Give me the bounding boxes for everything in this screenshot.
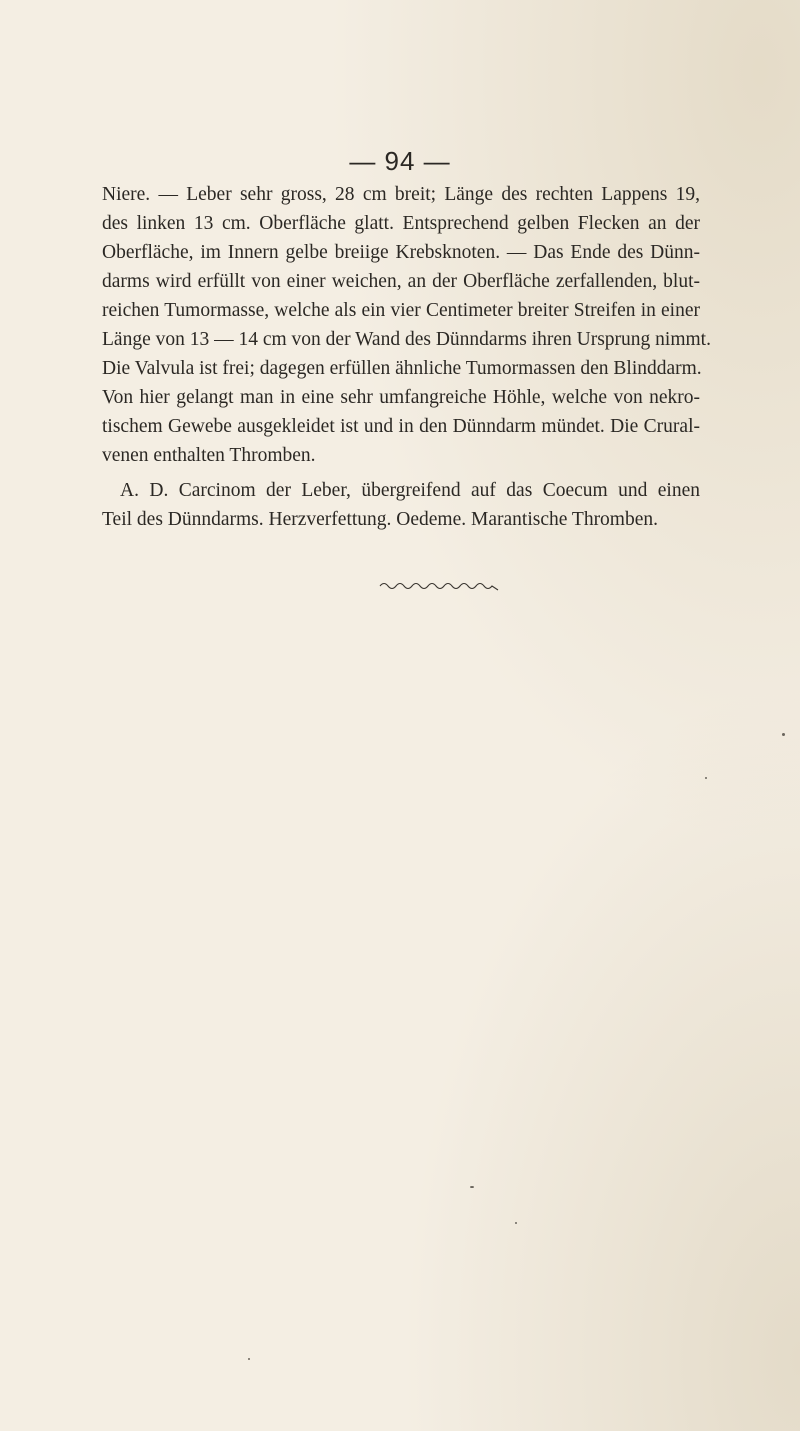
text-line: Von hier gelangt man in eine sehr umfangreiche Höhle, welche von nekro- [102,387,700,408]
text-line: Länge von 13 — 14 cm von der Wand des Dünndarms ihren Ursprung nimmt. [102,329,711,350]
paper-speck [782,733,785,736]
text-line: Niere. — Leber sehr gross, 28 cm breit; Länge des rechten Lappens 19, [102,184,700,205]
body-text [102,180,711,534]
wavy-rule-ornament [378,579,500,593]
paper-speck [705,777,707,779]
text-line: Oberfläche, im Innern gelbe breiige Krebsknoten. — Das Ende des Dünn- [102,242,700,263]
text-line: A. D. Carcinom der Leber, übergreifend auf das Coecum und einen [120,480,700,501]
paragraph-diagnosis [102,476,700,534]
paragraph-findings [102,180,711,470]
text-line: des linken 13 cm. Oberfläche glatt. Entsprechend gelben Flecken an der [102,213,700,234]
text-line: darms wird erfüllt von einer weichen, an der Oberfläche zerfallenden, blut- [102,271,700,292]
page-number: — 94 — [349,146,451,176]
paper-speck [248,1358,250,1360]
paper-speck [470,1186,474,1188]
text-line: reichen Tumormasse, welche als ein vier Centimeter breiter Streifen in einer [102,300,700,321]
paper-speck [515,1222,517,1224]
text-line: tischem Gewebe ausgekleidet ist und in den Dünndarm mündet. Die Crural- [102,416,700,437]
text-line: Die Valvula ist frei; dagegen erfüllen ähnliche Tumormassen den Blinddarm. [102,358,702,379]
text-line: Teil des Dünndarms. Herzverfettung. Oedeme. Marantische Thromben. [102,509,659,530]
text-line: venen enthalten Thromben. [102,445,316,466]
